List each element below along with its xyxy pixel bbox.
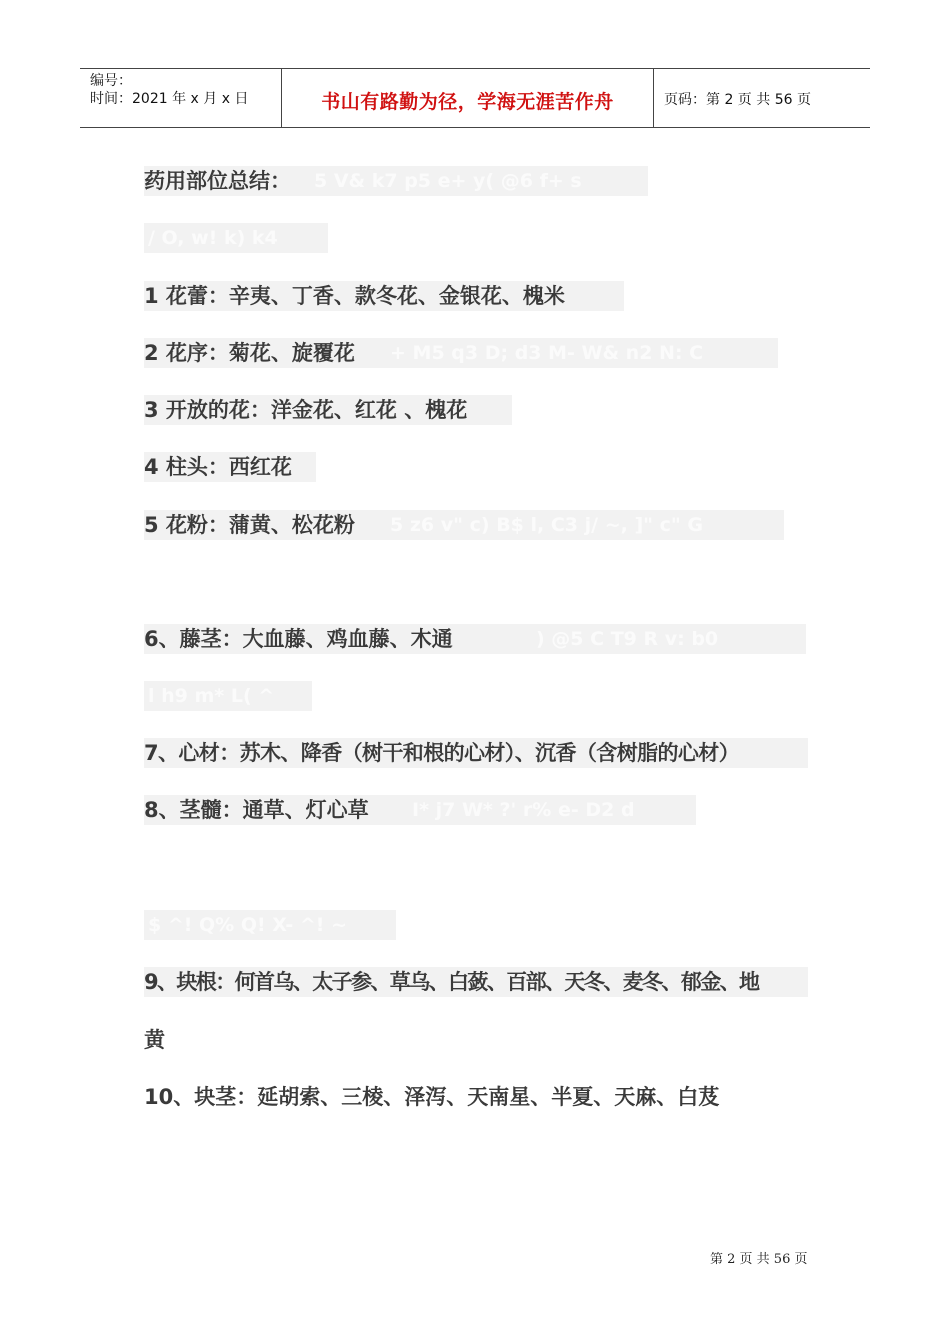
watermark-text: $ ^! Q% Q! X- ^! ~ (144, 910, 396, 940)
page-code: 页码：第 2 页 共 56 页 (664, 92, 811, 108)
list-item-open-flower: 3 开放的花：洋金花、红花 、槐花 (144, 398, 468, 422)
date-text: 时间：2021 年 x 月 x 日 (90, 91, 249, 107)
list-item-root-tuber-cont: 黄 (144, 1028, 165, 1052)
watermark-text: 5 z6 v" c) B$ l, C3 j/ ~, ]" c" G (386, 510, 784, 540)
watermark-text: + M5 q3 D; d3 M- W& n2 N: C (386, 338, 778, 368)
page-footer: 第 2 页 共 56 页 (710, 1252, 808, 1267)
list-item-pith: 8、茎髓：通草、灯心草 (144, 798, 369, 822)
list-item-stigma: 4 柱头：西红花 (144, 455, 292, 479)
list-item-pollen: 5 花粉：蒲黄、松花粉 (144, 513, 355, 537)
serial-label: 编号： (90, 73, 132, 89)
section-title: 药用部位总结： (144, 169, 291, 193)
list-item-inflorescence: 2 花序：菊花、旋覆花 (144, 341, 355, 365)
page-header (80, 68, 870, 128)
watermark-text: l h9 m* L( ^ (144, 681, 312, 711)
watermark-text: 5 V& k7 p5 e+ y( @6 f+ s (310, 166, 648, 196)
motto: 书山有路勤为径，学海无涯苦作舟 (321, 91, 614, 113)
list-item-root-tuber: 9、块根：何首乌、太子参、草乌、白蔹、百部、天冬、麦冬、郁金、地 (144, 970, 759, 994)
list-item-heartwood: 7、心材：苏木、降香（树干和根的心材）、沉香（含树脂的心材） (144, 741, 740, 765)
watermark-text: I* j7 W* ?' r% e- D2 d (408, 795, 696, 825)
header-info-cell (80, 69, 282, 127)
list-item-vine-stem: 6、藤茎：大血藤、鸡血藤、木通 (144, 627, 453, 651)
watermark-text: ) @5 C T9 R v: b0 (532, 624, 806, 654)
header-page-cell (654, 69, 870, 127)
list-item-stem-tuber: 10、块茎：延胡索、三棱、泽泻、天南星、半夏、天麻、白芨 (144, 1085, 720, 1109)
watermark-text: / O, w! k) k4 (144, 223, 328, 253)
list-item-flower-bud: 1 花蕾：辛夷、丁香、款冬花、金银花、槐米 (144, 284, 565, 308)
header-motto-cell (282, 69, 654, 127)
